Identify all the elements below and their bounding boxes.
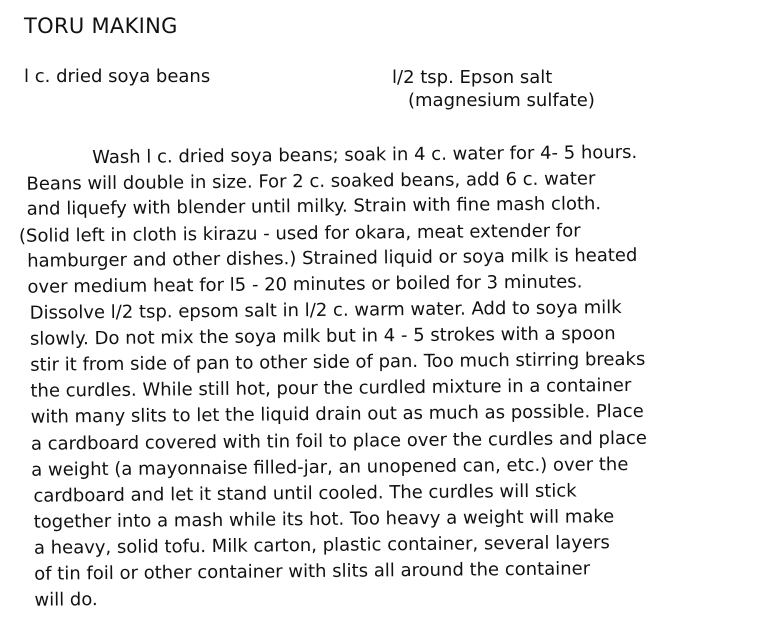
instruction-line: of tin foil or other container with slits all around the container bbox=[34, 558, 591, 585]
ingredient-epson-salt-line2: (magnesium sulfate) bbox=[408, 90, 595, 111]
instruction-line: Beans will double in size. For 2 c. soaked beans, add 6 c. water bbox=[26, 168, 596, 195]
instruction-line: will do. bbox=[34, 589, 98, 611]
instruction-line: hamburger and other dishes.) Strained liquid or soya milk is heated bbox=[27, 244, 638, 272]
instruction-line: slowly. Do not mix the soya milk but in 4 - 5 strokes with a spoon bbox=[29, 323, 616, 350]
ingredient-epson-salt bbox=[392, 66, 595, 112]
instruction-line: and liquefy with blender until milky. Strain with fine mash cloth. bbox=[26, 193, 602, 220]
instruction-line: together into a mash while its hot. Too heavy a weight will make bbox=[33, 506, 615, 533]
instruction-line: Wash l c. dried soya beans; soak in 4 c. water for 4- 5 hours. bbox=[92, 141, 638, 169]
instruction-line: a cardboard covered with tin foil to place over the curdles and place bbox=[30, 427, 648, 455]
ingredient-epson-salt-line1: l/2 tsp. Epson salt bbox=[392, 67, 553, 88]
ingredient-soya-beans: l c. dried soya beans bbox=[24, 66, 211, 87]
instruction-line: cardboard and let it stand until cooled. The curdles will stick bbox=[33, 480, 577, 507]
ingredients-list bbox=[24, 66, 744, 118]
instruction-line: stir it from side of pan to other side of pan. Too much stirring breaks bbox=[30, 348, 646, 376]
instruction-line: the curdles. While still hot, pour the curdled mixture in a container bbox=[30, 374, 632, 402]
instruction-line: (Solid left in cloth is kirazu - used for okara, meat extender for bbox=[18, 220, 581, 247]
instruction-line: with many slits to let the liquid drain out as much as possible. Place bbox=[30, 400, 644, 428]
instruction-line: a heavy, solid tofu. Milk carton, plastic container, several layers bbox=[33, 532, 610, 559]
instruction-line: a weight (a mayonnaise filled-jar, an unopened can, etc.) over the bbox=[31, 453, 629, 481]
instruction-line: Dissolve l/2 tsp. epsom salt in l/2 c. warm water. Add to soya milk bbox=[29, 297, 622, 324]
instructions-paragraph bbox=[0, 131, 768, 611]
recipe-title: TORU MAKING bbox=[24, 14, 178, 38]
instruction-line: over medium heat for l5 - 20 minutes or boiled for 3 minutes. bbox=[27, 271, 583, 298]
